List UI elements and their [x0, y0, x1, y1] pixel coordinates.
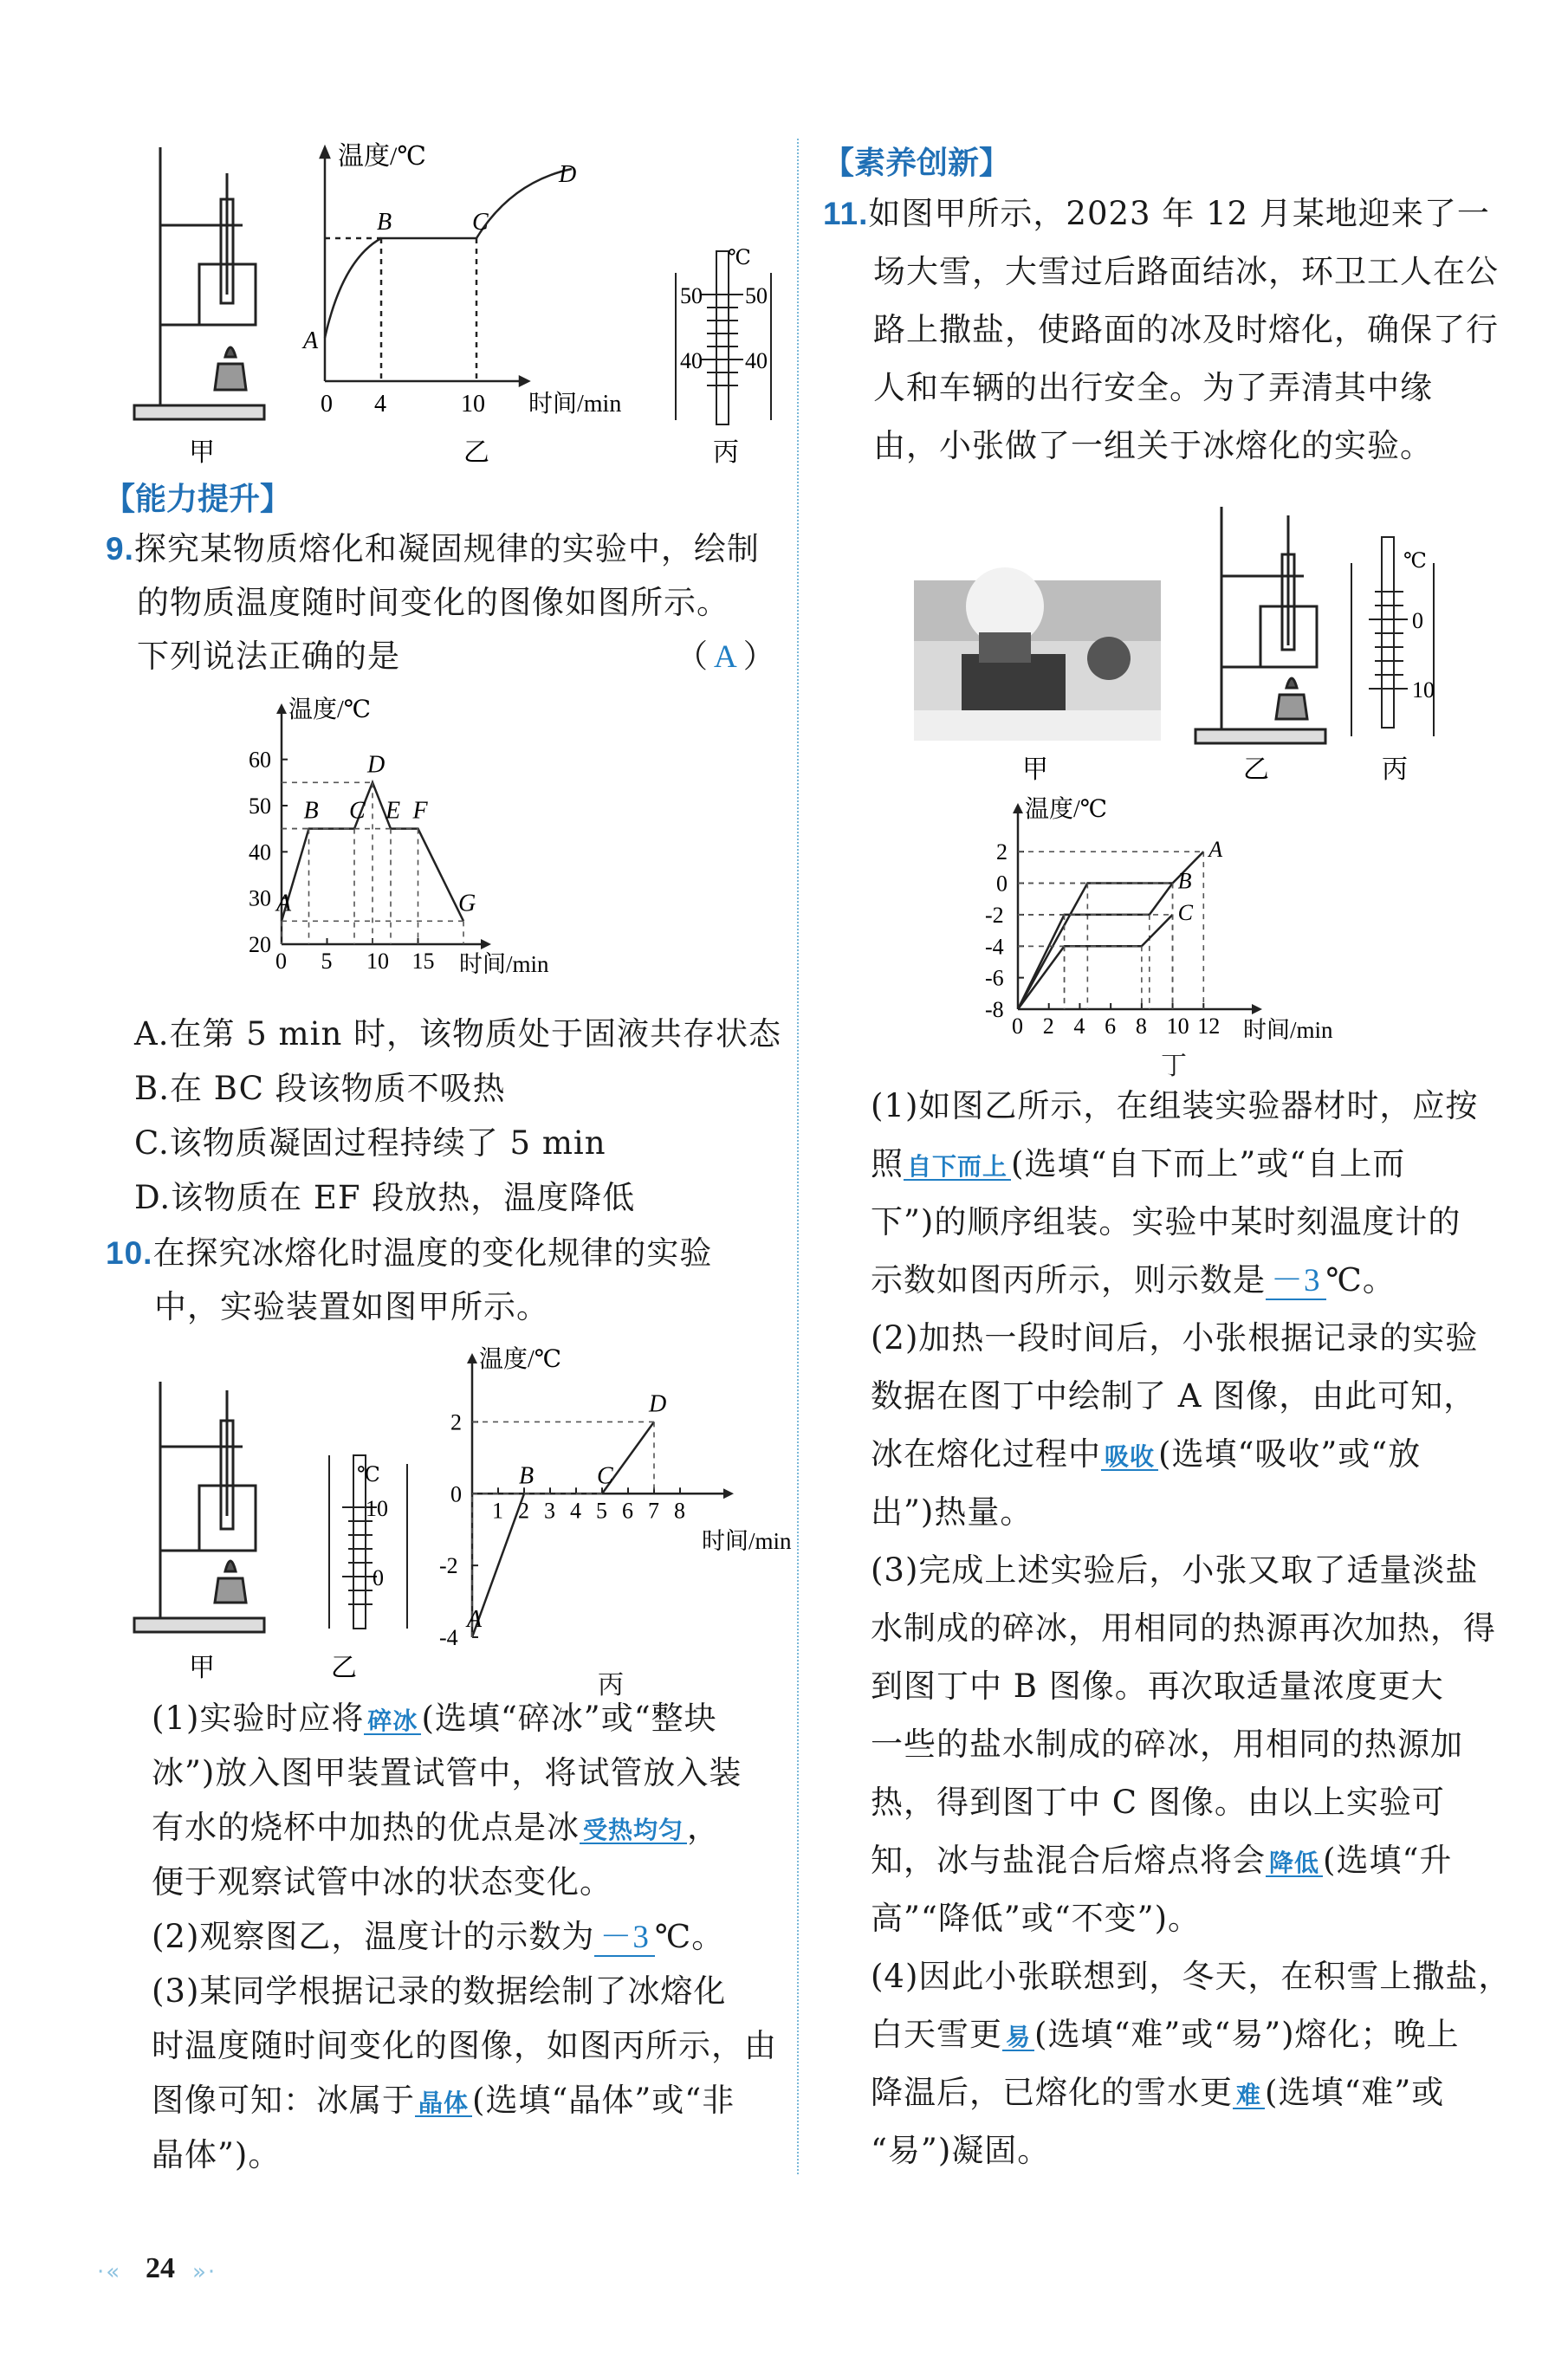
x-tick-label: 7	[648, 1498, 659, 1524]
point-label: C	[349, 797, 366, 825]
therm-10: 10	[1412, 677, 1435, 703]
q10-p1-line2: 冰”)放入图甲装置试管中，将试管放入装	[152, 1754, 742, 1791]
tick-4: 4	[374, 391, 386, 418]
q11-line-1: 11.如图甲所示，2023 年 12 月某地迎来了一	[823, 195, 1490, 232]
therm-0: 0	[1412, 608, 1423, 633]
q11-answer-3: 吸收	[1101, 1445, 1158, 1471]
q11-number: 11.	[823, 196, 869, 231]
q11-s3-line4: 一些的盐水制成的碎冰，用相同的热源加	[871, 1726, 1463, 1763]
q11-line-5: 由，小张做了一组关于冰熔化的实验。	[873, 427, 1433, 464]
q10-number: 10.	[106, 1235, 153, 1271]
q10-chart	[416, 1343, 797, 1689]
q9-option-b: B.在 BC 段该物质不吸热	[134, 1070, 506, 1107]
q10-line-2: 中，实验装置如图甲所示。	[154, 1288, 549, 1325]
x-tick-label: 5	[596, 1498, 607, 1524]
q11-s2-line4: 出”)热量。	[871, 1493, 1033, 1531]
point-label: G	[458, 890, 476, 917]
q11-s4-line3: 降温后，已熔化的雪水更 难 (选填“难”或	[871, 2074, 1445, 2111]
y-tick-label: -8	[985, 997, 1004, 1022]
caption-jia: 甲	[1022, 755, 1048, 784]
q11-figures	[901, 502, 1507, 788]
caption-yi: 乙	[1243, 755, 1269, 784]
q9-line-3: 下列说法正确的是	[137, 638, 400, 675]
q10-p2: (2)观察图乙，温度计的示数为 －3 ℃。	[152, 1918, 725, 1955]
x-tick-label: 4	[1073, 1014, 1085, 1039]
y-axis-arrow	[276, 703, 287, 714]
x-axis-arrow	[723, 1488, 734, 1499]
x-tick-label: 6	[622, 1498, 633, 1524]
x-tick-label: 10	[366, 949, 389, 974]
q11-s3-line7: 高”“降低”或“不变”)。	[871, 1900, 1202, 1937]
therm-unit: ℃	[728, 247, 751, 269]
caption-yi: 乙	[331, 1654, 357, 1682]
y-tick-label: -2	[439, 1553, 458, 1579]
y-tick-label: 0	[996, 871, 1008, 897]
point-label: D	[649, 1390, 667, 1418]
q9-line-1: 9.探究某物质熔化和凝固规律的实验中，绘制	[106, 530, 760, 567]
therm-unit: ℃	[1403, 550, 1427, 573]
point-label: F	[412, 797, 428, 825]
q11-s3-line5: 热，得到图丁中 C 图像。由以上实验可	[871, 1784, 1445, 1821]
q11-s4-line4: “易”)凝固。	[871, 2132, 1051, 2169]
page-deco-right: »·	[192, 2259, 217, 2285]
x-axis-label: 时间/min	[702, 1528, 792, 1554]
caption-ding: 丁	[1161, 1051, 1187, 1081]
x-axis-label: 时间/min	[459, 951, 549, 977]
y-tick-label: 60	[249, 747, 271, 773]
q11-s3-line1: (3)完成上述实验后，小张又取了适量淡盐	[871, 1551, 1479, 1589]
apparatus-icon	[134, 1382, 264, 1632]
q11-s2-line1: (2)加热一段时间后，小张根据记录的实验	[871, 1319, 1479, 1357]
x-tick-label: 0	[1012, 1014, 1023, 1039]
series-line	[472, 1422, 654, 1637]
point-b: B	[377, 209, 392, 236]
therm-50-right: 50	[745, 283, 768, 308]
point-label: C	[597, 1462, 613, 1490]
q11-answer-6: 难	[1233, 2083, 1265, 2109]
x-tick-label: 0	[275, 949, 287, 974]
y-tick-label: 40	[249, 839, 271, 865]
page-deco-left: ·«	[97, 2259, 122, 2285]
x-tick-label: 1	[492, 1498, 503, 1524]
q11-s1-line3: 下”)的顺序组装。实验中某时刻温度计的	[871, 1203, 1461, 1240]
therm-40-right: 40	[745, 348, 768, 373]
q10-p3-line2: 时温度随时间变化的图像，如图丙所示，由	[152, 2027, 777, 2064]
x-axis-arrow	[1252, 1004, 1262, 1014]
point-label: D	[367, 751, 386, 779]
q11-s3-line3: 到图丁中 B 图像。再次取适量浓度更大	[871, 1668, 1444, 1705]
q11-line-3: 路上撒盐，使路面的冰及时熔化，确保了行	[873, 311, 1499, 348]
q9-option-c: C.该物质凝固过程持续了 5 min	[134, 1124, 606, 1162]
y-axis-arrow	[467, 1353, 477, 1363]
y-tick-label: -2	[985, 902, 1004, 928]
q11-s1-line1: (1)如图乙所示，在组装实验器材时，应按	[871, 1087, 1479, 1124]
q11-s3-line2: 水制成的碎冰，用相同的热源再次加热，得	[871, 1609, 1496, 1647]
top-ylabel: 温度/℃	[338, 142, 426, 171]
q10-p1-line1: (1)实验时应将 碎冰 (选填“碎冰”或“整块	[152, 1700, 717, 1737]
q9-line-2: 的物质温度随时间变化的图像如图所示。	[137, 584, 729, 621]
y-tick-label: -4	[439, 1625, 458, 1650]
q11-chart	[953, 793, 1403, 1052]
y-tick-label: 20	[249, 932, 271, 957]
section-innovation: 【素养创新】	[823, 146, 1011, 181]
q11-answer-5: 易	[1002, 2025, 1034, 2051]
caption-yi: 乙	[463, 438, 489, 467]
column-divider	[797, 139, 799, 2174]
top-xlabel: 时间/min	[528, 391, 622, 418]
x-tick-label: 5	[321, 949, 333, 974]
therm-10: 10	[366, 1496, 388, 1521]
q10-answer-3: －3	[594, 1920, 655, 1957]
q9-chart	[234, 684, 684, 996]
point-label: E	[386, 797, 401, 825]
x-tick-label: 10	[1166, 1014, 1189, 1039]
y-axis-arrow	[1013, 803, 1023, 813]
q10-line-1: 10.在探究冰熔化时温度的变化规律的实验	[106, 1234, 713, 1272]
q11-s2-line2: 数据在图丁中绘制了 A 图像，由此可知，	[871, 1377, 1477, 1415]
y-tick-label: 30	[249, 885, 271, 911]
top-figure	[121, 130, 797, 476]
page-number: 24	[146, 2252, 175, 2284]
x-tick-label: 8	[1135, 1014, 1147, 1039]
point-c: C	[472, 209, 489, 236]
q10-p3-line3: 图像可知：冰属于 晶体 (选填“晶体”或“非	[152, 2082, 735, 2119]
y-tick-label: 2	[450, 1409, 462, 1435]
point-d: D	[559, 161, 577, 188]
y-axis-label: 温度/℃	[479, 1346, 562, 1373]
q9-option-a: A.在第 5 min 时，该物质处于固液共存状态	[134, 1015, 782, 1052]
x-tick-label: 8	[674, 1498, 685, 1524]
therm-40-left: 40	[680, 348, 703, 373]
q10-p1-line4: 便于观察试管中冰的状态变化。	[152, 1863, 612, 1901]
x-tick-label: 2	[518, 1498, 529, 1524]
series-label: C	[1177, 899, 1193, 925]
series-label: B	[1177, 868, 1192, 894]
x-tick-label: 4	[570, 1498, 581, 1524]
x-axis-arrow	[481, 939, 491, 949]
q10-p3-line1: (3)某同学根据记录的数据绘制了冰熔化	[152, 1972, 727, 2010]
q10-answer-1: 碎冰	[364, 1709, 421, 1735]
q11-answer-1: 自下而上	[904, 1155, 1011, 1181]
q10-answer-2: 受热均匀	[580, 1818, 687, 1844]
apparatus-icon	[134, 147, 264, 419]
q11-s1-line2: 照 自下而上 (选填“自下而上”或“自上而	[871, 1145, 1406, 1182]
q11-s2-line3: 冰在熔化过程中 吸收 (选填“吸收”或“放	[871, 1435, 1422, 1473]
point-label: A	[276, 890, 292, 917]
q10-p3-line4: 晶体”)。	[152, 2136, 282, 2173]
top-graph	[321, 147, 572, 385]
q11-answer-2: －3	[1266, 1263, 1326, 1300]
q11-answer-4: 降低	[1266, 1851, 1323, 1877]
snow-photo	[914, 567, 1161, 741]
apparatus-icon	[1195, 507, 1325, 743]
x-tick-label: 12	[1197, 1014, 1221, 1039]
point-a: A	[303, 327, 319, 354]
therm-50-left: 50	[680, 283, 703, 308]
point-label: B	[303, 797, 319, 825]
series-label: A	[1208, 837, 1223, 863]
point-label: B	[519, 1462, 535, 1490]
y-tick-label: -4	[985, 934, 1004, 960]
point-label: A	[467, 1606, 483, 1633]
q9-answer: （ A ）	[676, 638, 776, 675]
tick-10: 10	[461, 391, 485, 418]
y-tick-label: 2	[996, 839, 1008, 865]
y-axis-label: 温度/℃	[288, 696, 372, 723]
q11-line-4: 人和车辆的出行安全。为了弄清其中缘	[873, 369, 1433, 406]
tick-0: 0	[321, 391, 333, 418]
q11-s4-line1: (4)因此小张联想到，冬天，在积雪上撒盐，	[871, 1958, 1512, 1995]
q11-s1-line4: 示数如图丙所示，则示数是 －3 ℃。	[871, 1261, 1396, 1299]
y-tick-label: -6	[985, 965, 1004, 991]
q11-s3-line6: 知，冰与盐混合后熔点将会 降低 (选填“升	[871, 1842, 1453, 1879]
caption-bing: 丙	[1382, 755, 1408, 784]
x-tick-label: 2	[1042, 1014, 1054, 1039]
q9-option-d: D.该物质在 EF 段放热，温度降低	[134, 1179, 636, 1216]
x-axis-label: 时间/min	[1243, 1017, 1333, 1043]
caption-bing: 丙	[713, 438, 739, 467]
section-ability: 【能力提升】	[104, 482, 292, 517]
q11-line-2: 场大雪，大雪过后路面结冰，环卫工人在公	[873, 253, 1499, 290]
q10-p1-line3: 有水的烧杯中加热的优点是冰 受热均匀 ，	[152, 1809, 721, 1846]
caption-jia: 甲	[189, 1654, 215, 1682]
q9-number: 9.	[106, 531, 134, 567]
q11-s4-line2: 白天雪更 易 (选填“难”或“易”)熔化；晚上	[871, 2016, 1460, 2053]
caption-jia: 甲	[189, 438, 215, 467]
series-line	[1018, 852, 1203, 1009]
x-tick-label: 3	[544, 1498, 555, 1524]
q10-apparatus	[121, 1343, 450, 1689]
x-tick-label: 6	[1105, 1014, 1117, 1039]
x-tick-label: 15	[411, 949, 435, 974]
q10-answer-4: 晶体	[415, 2091, 472, 2117]
y-tick-label: 0	[450, 1481, 462, 1507]
therm-0: 0	[373, 1565, 384, 1590]
thermometer-icon	[676, 251, 771, 424]
y-axis-label: 温度/℃	[1025, 796, 1108, 823]
therm-unit: ℃	[357, 1464, 380, 1486]
y-tick-label: 50	[249, 793, 271, 819]
caption-bing: 丙	[598, 1670, 624, 1700]
